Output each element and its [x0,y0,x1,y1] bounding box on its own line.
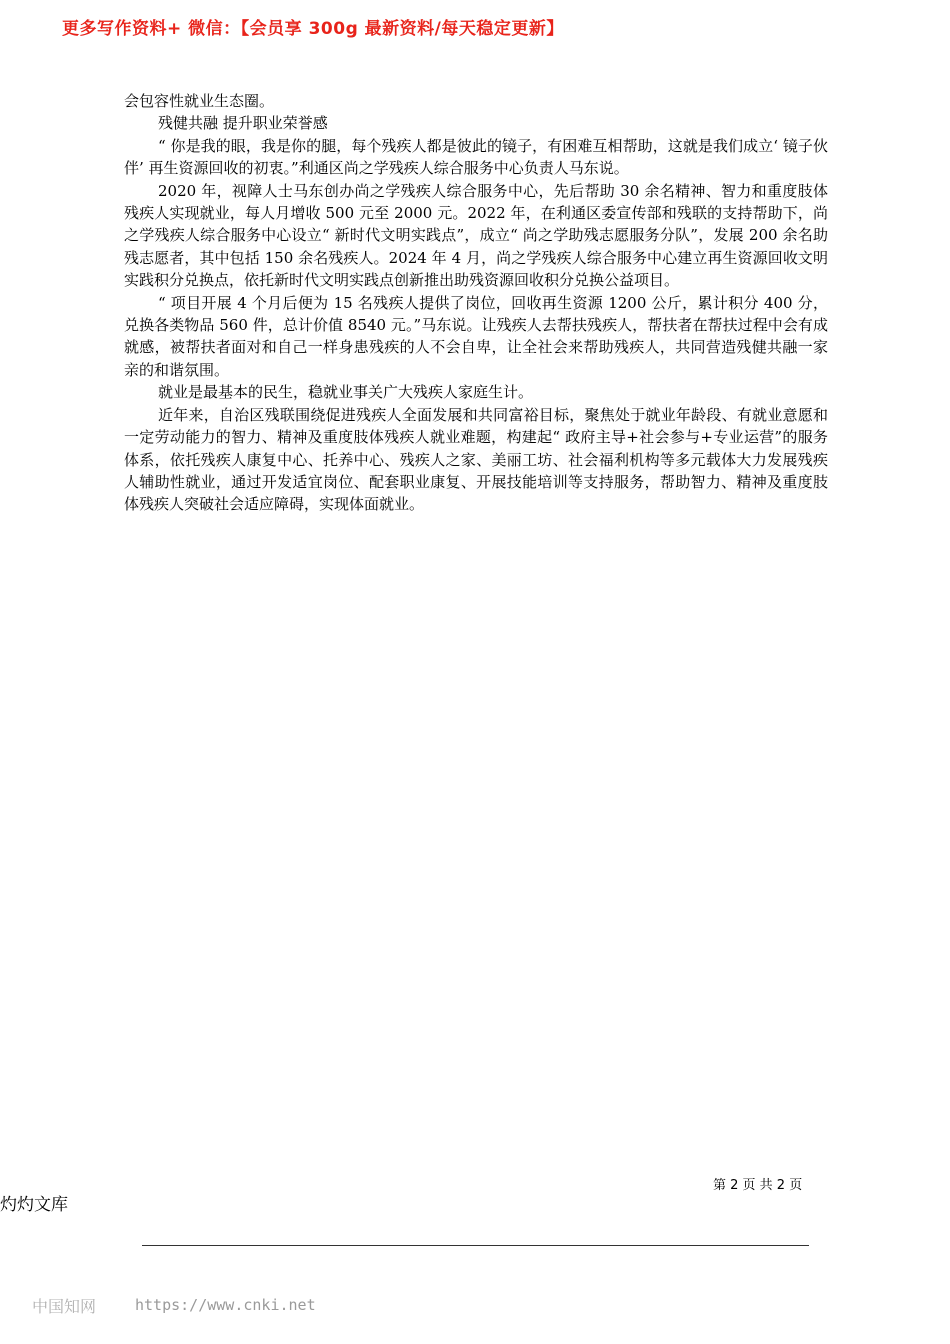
article-body [124,90,828,516]
section-subheading: 残健共融 提升职业荣誉感 [158,114,328,133]
paragraph: 就业是最基本的民生，稳就业事关广大残疾人家庭生计。 [158,383,534,402]
paragraph: “ 项目开展 4 个月后便为 15 名残疾人提供了岗位，回收再生资源 1200 公斤，累计积分 400 分，兑换各类物品 560 件，总计价值 8540 元。”马东说。让残疾人去帮扶残疾人，帮扶者在帮扶过程中会有成就感，被帮扶者面对和自己一样身患残疾的人不会自卑，让全社会来帮助残疾人，共同营造残健共融一家亲的和谐氛围。 [124,293,828,379]
paragraph-continuation: 会包容性就业生态圈。 [124,92,275,110]
paragraph: 近年来，自治区残联围绕促进残疾人全面发展和共同富裕目标，聚焦处于就业年龄段、有就业意愿和一定劳动能力的智力、精神及重度肢体残疾人就业难题，构建起“ 政府主导+社会参与+专业运营”的服务体系，依托残疾人康复中心、托养中心、残疾人之家、美丽工坊、社会福利机构等多元载体大力发展残疾人辅助性就业，通过开发适宜岗位、配套职业康复、开展技能培训等支持服务，帮助智力、精神及重度肢体残疾人突破社会适应障碍，实现体面就业。 [124,405,828,514]
library-name: 灼灼文库 [0,1195,68,1215]
paragraph: “ 你是我的眼，我是你的腿，每个残疾人都是彼此的镜子，有困难互相帮助，这就是我们成立‘ 镜子伙伴’ 再生资源回收的初衷。”利通区尚之学残疾人综合服务中心负责人马东说。 [124,136,828,178]
watermark-url: https://www.cnki.net [135,1296,316,1314]
footer-divider [142,1245,809,1246]
paragraph: 2020 年，视障人士马东创办尚之学残疾人综合服务中心，先后帮助 30 余名精神、智力和重度肢体残疾人实现就业，每人月增收 500 元至 2000 元。2022 年，在利通区委宣传部和残联的支持帮助下，尚之学残疾人综合服务中心设立“ 新时代文明实践点”，成立“ 尚之学助残志愿服务分队”，发展 200 余名助残志愿者，其中包括 150 余名残疾人。2024 年 4 月，尚之学残疾人综合服务中心建立再生资源回收文明实践积分兑换点，依托新时代文明实践点创新推出助残资源回收积分兑换公益项目。 [124,181,828,290]
page-number: 第 2 页 共 2 页 [713,1178,803,1193]
watermark-logo-text: 中国知网 [32,1297,97,1316]
promo-banner: 更多写作资料+ 微信：【会员享 300g 最新资料/每天稳定更新】 [62,19,564,39]
